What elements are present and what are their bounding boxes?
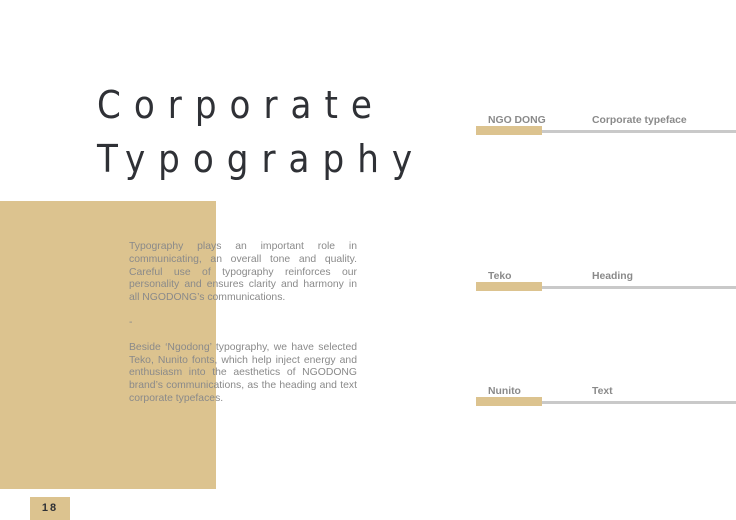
typeface-marker	[476, 126, 542, 135]
typeface-font-name: Teko	[488, 271, 512, 282]
typeface-usage: Corporate typeface	[592, 115, 687, 126]
body-paragraph-2: Beside ‘Ngodong’ typography, we have selected Teko, Nunito fonts, which help inject energy and enthusiasm into the aesthetics of NGODONG brand’s communications, as the heading and text corporate typefaces.	[129, 341, 357, 404]
typeface-usage: Text	[592, 386, 613, 397]
body-separator: -	[129, 316, 133, 328]
page-title-line-2: Typography	[97, 137, 426, 181]
typeface-font-name: NGO DONG	[488, 115, 546, 126]
typeface-rule	[542, 286, 736, 289]
typeface-rule	[542, 401, 736, 404]
page-title-line-1: Corporate	[97, 83, 385, 127]
typeface-row-teko	[476, 271, 736, 291]
typeface-marker	[476, 282, 542, 291]
typeface-marker	[476, 397, 542, 406]
body-paragraph-1: Typography plays an important role in communicating, an overall tone and quality. Careful use of typography reinforces our personality and ensures clarity and harmony in all NGODONG’s communications.	[129, 241, 357, 304]
typeface-row-nunito	[476, 386, 736, 406]
page-number: 18	[30, 497, 70, 520]
typeface-rule	[542, 130, 736, 133]
typeface-font-name: Nunito	[488, 386, 521, 397]
typeface-row-ngodong	[476, 115, 736, 135]
body-text	[129, 241, 357, 406]
typeface-usage: Heading	[592, 271, 633, 282]
